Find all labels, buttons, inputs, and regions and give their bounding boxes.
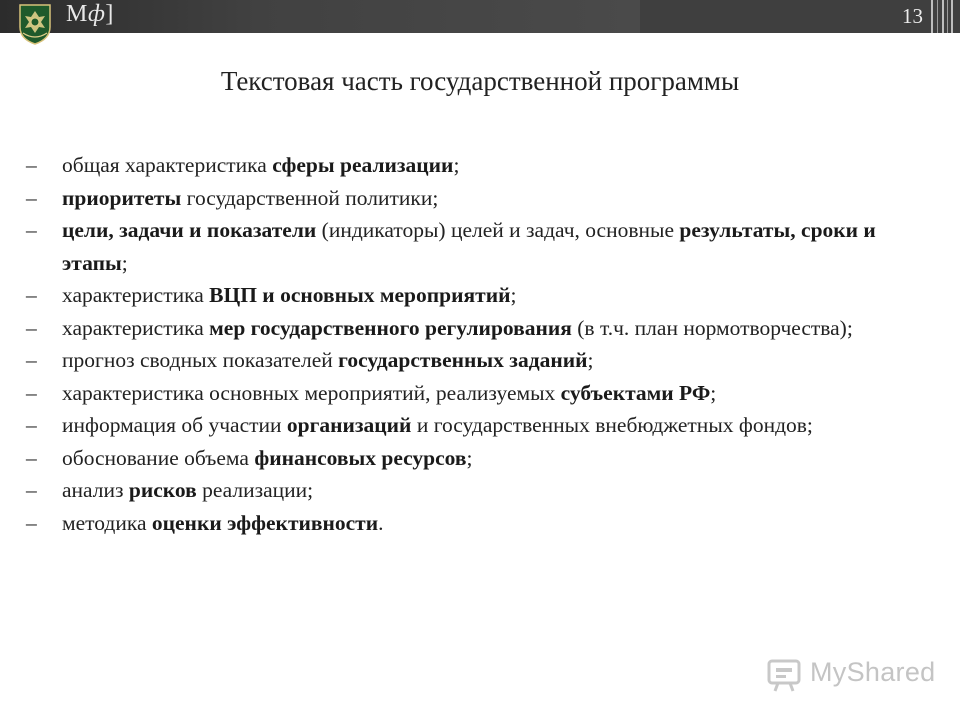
text-fragment: ; bbox=[587, 348, 594, 372]
text-fragment: ; bbox=[121, 250, 128, 275]
bold-fragment: оценки эффективности bbox=[151, 510, 379, 535]
bullet-dash: – bbox=[26, 153, 37, 177]
bullet-dash: – bbox=[26, 478, 37, 502]
text-fragment: методика bbox=[62, 510, 152, 535]
bold-fragment: ВЦП и основных мероприятий bbox=[209, 283, 511, 307]
bold-fragment: результаты, сроки и этапы bbox=[62, 218, 876, 275]
text-fragment: ; bbox=[510, 283, 517, 307]
logo-text-italic: ф bbox=[87, 1, 106, 27]
list-item bbox=[26, 312, 926, 345]
text-fragment: анализ bbox=[62, 478, 129, 502]
text-fragment: ; bbox=[710, 380, 717, 405]
bullet-dash: – bbox=[26, 445, 37, 470]
bullet-dash: – bbox=[26, 218, 37, 242]
text-fragment: государственной политики; bbox=[181, 185, 439, 210]
slide-header-bar bbox=[0, 0, 960, 33]
text-fragment: информация об участии bbox=[62, 413, 287, 437]
list-item bbox=[26, 149, 926, 182]
text-fragment: . bbox=[378, 510, 384, 535]
list-item bbox=[26, 507, 926, 540]
bullet-dash: – bbox=[26, 348, 37, 372]
text-fragment: прогноз сводных показателей bbox=[62, 348, 339, 372]
bullet-dash: – bbox=[26, 185, 37, 210]
bold-fragment: субъектами РФ bbox=[560, 380, 711, 405]
text-fragment: характеристика bbox=[62, 283, 210, 307]
bullet-dash: – bbox=[26, 380, 37, 405]
bullet-dash: – bbox=[26, 510, 37, 535]
text-fragment: характеристика основных мероприятий, реализуемых bbox=[62, 380, 561, 405]
bold-fragment: финансовых ресурсов bbox=[254, 445, 467, 470]
text-fragment: ; bbox=[453, 153, 460, 177]
list-item bbox=[26, 182, 926, 215]
bullet-dash: – bbox=[26, 283, 37, 307]
list-item bbox=[26, 344, 926, 377]
bold-fragment: государственных заданий bbox=[338, 348, 588, 372]
decorative-vertical-lines bbox=[931, 0, 955, 33]
bullet-dash: – bbox=[26, 413, 37, 437]
mysharedlogo-watermark bbox=[766, 655, 936, 695]
ministry-logo-text bbox=[66, 1, 114, 28]
text-fragment: характеристика bbox=[62, 315, 210, 340]
bold-fragment: сферы реализации bbox=[272, 153, 454, 177]
bold-fragment: приоритеты bbox=[62, 185, 182, 210]
bullet-dash: – bbox=[26, 315, 37, 340]
list-item bbox=[26, 377, 926, 410]
text-fragment: обоснование объема bbox=[62, 445, 255, 470]
watermark-text: MyShared bbox=[810, 657, 936, 687]
text-fragment: и государственных внебюджетных фондов; bbox=[411, 413, 813, 437]
text-fragment: (индикаторы) целей и задач, основные bbox=[316, 218, 680, 242]
list-item bbox=[26, 474, 926, 507]
bold-fragment: рисков bbox=[128, 478, 197, 502]
bold-fragment: организаций bbox=[286, 413, 412, 437]
ministry-emblem-icon bbox=[16, 3, 54, 45]
text-fragment: реализации; bbox=[196, 478, 314, 502]
slide-title: Текстовая часть государственной программы bbox=[220, 66, 740, 96]
list-item bbox=[26, 279, 926, 312]
logo-text-suffix: ] bbox=[105, 1, 114, 27]
page-number: 13 bbox=[902, 4, 923, 28]
mysharedlogo-icon bbox=[766, 657, 804, 695]
text-fragment: ; bbox=[466, 445, 473, 470]
bold-fragment: мер государственного регулирования bbox=[209, 315, 572, 340]
list-item bbox=[26, 214, 926, 279]
slide-bullet-list bbox=[26, 149, 926, 539]
text-fragment: (в т.ч. план нормотворчества); bbox=[571, 315, 853, 340]
logo-text-prefix: М bbox=[66, 1, 88, 27]
list-item bbox=[26, 442, 926, 475]
text-fragment: общая характеристика bbox=[62, 153, 273, 177]
bold-fragment: цели, задачи и показатели bbox=[62, 218, 317, 242]
list-item bbox=[26, 409, 926, 442]
